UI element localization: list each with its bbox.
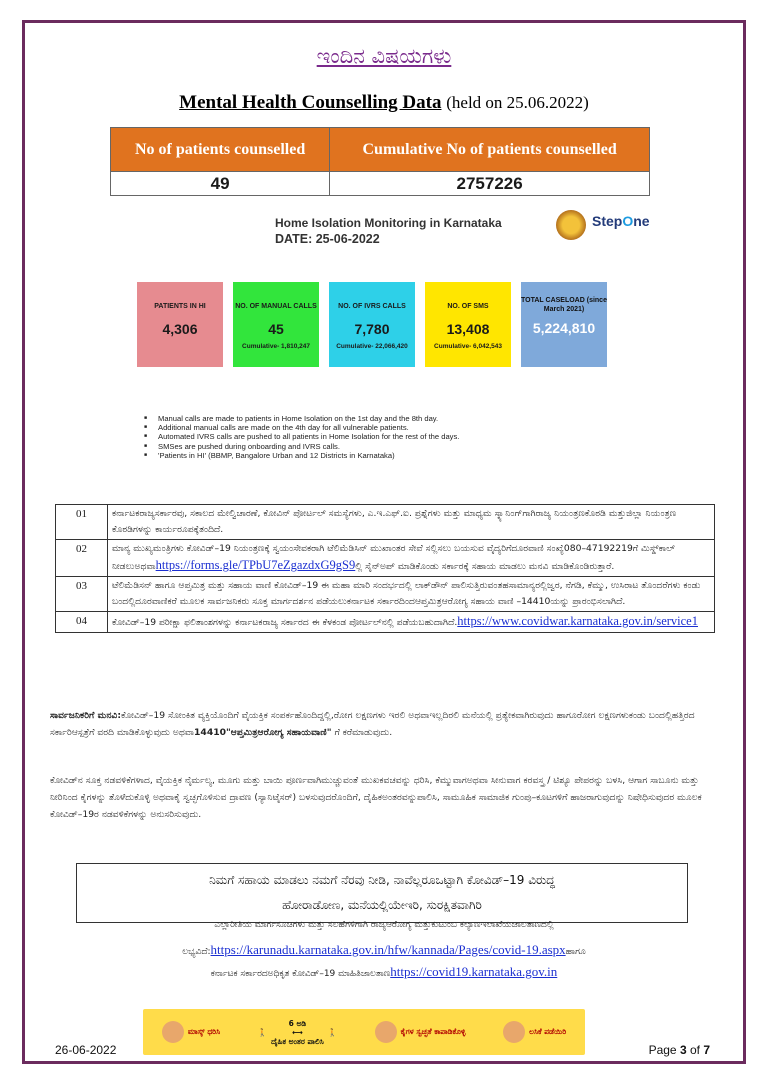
links-line: ಲಭ್ಯವಿದೆ:https://karunadu.karnataka.gov.in/hfw/kannada/Pages/covid-19.aspxಹಾಗೂ <box>182 942 586 957</box>
stat-card-value: 45 <box>268 321 284 337</box>
helpline-number: 14410"ಆಪ್ತಮಿತ್ರಆರೋಗ್ಯ ಸಹಾಯವಾಣಿ" <box>194 727 332 738</box>
kannada-title: ಇಂದಿನ ವಿಷಯಗಳು <box>316 44 452 68</box>
person-icon: 🚶 <box>257 1027 268 1037</box>
volunteer-form-link[interactable]: https://forms.gle/TPbU7eZgazdxG9gS9 <box>155 558 356 572</box>
mental-health-table <box>110 127 650 196</box>
stat-card-value: 13,408 <box>446 321 490 337</box>
step-number: 01 <box>56 505 108 540</box>
stat-card-total-caseload <box>521 282 607 367</box>
stat-card-manual-calls <box>233 282 319 367</box>
step-text: ಟೆಲಿಮೆಡಿಸನ್ ಹಾಗೂ ಆಪ್ತಮಿತ್ರ ಮತ್ತು ಸಹಾಯ ವಾಣಿ ಕೋವಿಡ್–19 ಈ ಮಹಾ ಮಾರಿ ಸಂದರ್ಭದಲ್ಲಿ ಲಾಕ್‌ಡೌನ್ ಪಾಲಿಸುತ್ತಿರುವಂತಹಸಾಮಾನ್ಯರಲ್ಲಿಜ್ವರ, ನೆಗಡಿ, ಕೆಮ್ಮು, ಉಸಿರಾಟ ತೊಂದರೆಗಳು ಕಂಡು ಬಂದಲ್ಲಿದೂರವಾಣಿಕರೆ ಮೂಲಕ ಸಾರ್ವಜನಿಕರು ಸೂಕ್ತ ಮಾರ್ಗದರ್ಶನ ಪಡೆಯಲುಕರ್ನಾಟಕ ಸರ್ಕಾರದಿಂದಆಪ್ತಮಿತ್ರಆರೋಗ್ಯ ಸಹಾಯ ವಾಣಿ –14410ಯನ್ನು ಪ್ರಾರಂಭಿಸಲಾಗಿದೆ. <box>108 577 715 612</box>
step-number: 03 <box>56 577 108 612</box>
stat-card-value: 4,306 <box>162 321 198 337</box>
table-cell: 2757226 <box>330 172 650 196</box>
karnataka-seal-logo <box>556 210 586 240</box>
mental-health-title <box>0 92 768 114</box>
karunadu-link[interactable]: https://karunadu.karnataka.gov.in/hfw/kannada/Pages/covid-19.aspx <box>210 942 566 957</box>
links-line: ಕರ್ನಾಟಕ ಸರ್ಕಾರದಅಧಿಕೃತ ಕೋವಿಡ್–19 ಮಾಹಿತಿಜಾಲತಾಣhttps://covid19.karnataka.gov.in <box>210 964 558 979</box>
stat-card-cumulative: Cumulative- 1,810,247 <box>242 343 310 350</box>
home-isolation-date: DATE: 25-06-2022 <box>275 232 380 246</box>
home-isolation-notes <box>158 414 578 460</box>
table-row <box>56 577 715 612</box>
covidwar-link[interactable]: https://www.covidwar.karnataka.gov.in/service1 <box>457 614 698 628</box>
stat-card-value: 7,780 <box>354 321 390 337</box>
boxed-message-line: ಹೋರಾಡೋಣ, ಮನೆಯಲ್ಲಿಯೇಇರಿ, ಸುರಕ್ಷಿತವಾಗಿರಿ <box>282 898 482 912</box>
home-isolation-title: Home Isolation Monitoring in Karnataka <box>275 216 502 230</box>
government-steps-table <box>55 504 715 633</box>
stepone-logo: StepOne <box>592 213 650 229</box>
stat-card-label: NO. OF SMS <box>447 303 489 310</box>
handwash-icon <box>375 1021 397 1043</box>
footer-date: 26-06-2022 <box>55 1043 117 1057</box>
home-isolation-cards <box>137 282 607 367</box>
list-item: ■ Additional manual calls are made on the 4th day for all vulnerable patients. <box>158 423 578 432</box>
handwash-segment: ಕೈಗಳ ಸ್ವಚ್ಛತೆ ಕಾಪಾಡಿಕೊಳ್ಳಿ <box>375 1021 466 1043</box>
mental-health-heading: Mental Health Counselling Data <box>179 92 442 113</box>
covid19-portal-link[interactable]: https://covid19.karnataka.gov.in <box>390 964 558 979</box>
boxed-message-line: ನಿಮಗೆ ಸಹಾಯ ಮಾಡಲು ನಮಗೆ ನೆರವು ನೀಡಿ, ನಾವೆಲ್ಲರೂಒಟ್ಟಾಗಿ ಕೋವಿಡ್–19 ವಿರುದ್ಧ <box>209 873 555 887</box>
stat-card-ivrs-calls <box>329 282 415 367</box>
public-appeal-paragraph: ಸಾರ್ವಜನಿಕರಿಗೆ ಮನವಿ:ಕೋವಿಡ್–19 ಸೋಂಕಿತ ವ್ಯಕ್ತಿಯೊಂದಿಗೆ ವೈಯಕ್ತಿಕ ಸಂಪರ್ಕಹೊಂದಿದ್ದಲ್ಲಿ,ರೋಗ ಲಕ್ಷಣಗಳು ಇರಲಿ ಅಥವಾಇಲ್ಲದಿರಲಿ ಮನೆಯಲ್ಲಿ ಪ್ರತ್ಯೇಕವಾಗಿರುವುದು ಹಾಗೂರೋಗ ಲಕ್ಷಣಗಳುಕಂಡು ಬಂದಲ್ಲಿಹತ್ತಿರದ ಸರ್ಕಾರಿಆಸ್ಪತ್ರೆಗೆ ವರದಿ ಮಾಡಿಕೊಳ್ಳುವುದು ಅಥವಾ14410"ಆಪ್ತಮಿತ್ರಆರೋಗ್ಯ ಸಹಾಯವಾಣಿ" ಗೆ ಕರೆಮಾಡುವುದು. <box>50 710 695 738</box>
held-on-date: (held on 25.06.2022) <box>446 93 589 112</box>
table-row <box>56 612 715 633</box>
stat-card-label: PATIENTS IN HI <box>154 303 206 310</box>
step-text: ಕರ್ನಾಟಕರಾಜ್ಯಸರ್ಕಾರವು, ಸಕಾಲದ ಮೇಲ್ವಿಚಾರಣೆ, ಕೋವಿನ್ ಪೋರ್ಟಲ್ ಸಮಸ್ಯೆಗಳು, ಎ.ಇ.ಎಫ್.ಐ. ಪ್ರಶ್ನೆಗಳು ಮತ್ತು ಮಾಧ್ಯಮ ಸ್ಕ್ಯಾನಿಂಗ್‌ಗಾಗಿರಾಜ್ಯ ನಿಯಂತ್ರಣಕೊಠಡಿ ಮತ್ತುಜಿಲ್ಲಾ ನಿಯಂತ್ರಣ ಕೊಠಡಿಗಳನ್ನು ಕಾರ್ಯರೂಪಕ್ಕೆತಂದಿದೆ. <box>108 505 715 540</box>
table-cell: 49 <box>111 172 330 196</box>
table-row <box>56 540 715 577</box>
mask-segment: ಮಾಸ್ಕ್ ಧರಿಸಿ <box>162 1021 220 1043</box>
stat-card-sms <box>425 282 511 367</box>
stat-card-label: NO. OF IVRS CALLS <box>338 303 406 310</box>
distance-segment: 🚶 6 ಅಡಿ ⟷ ದೈಹಿಕ ಅಂತರ ಪಾಲಿಸಿ 🚶 <box>257 1018 338 1046</box>
arrow-icon: ⟷ <box>292 1027 303 1037</box>
list-item: ■ SMSes are pushed during onboarding and IVRS calls. <box>158 442 578 451</box>
stat-card-value: 5,224,810 <box>532 320 596 336</box>
table-header: Cumulative No of patients counselled <box>330 128 650 172</box>
step-text: ಮಾನ್ಯ ಮುಖ್ಯಮಂತ್ರಿಗಳು ಕೋವಿಡ್–19 ನಿಯಂತ್ರಣಕ್ಕೆ ಸ್ವಯಂಸೇವಕರಾಗಿ ಟೆಲಿಮೆಡಿಸಿನ್ ಮುಖಾಂತರ ಸೇವೆ ಸಲ್ಲಿಸಲು ಬಯಸುವ ವೈದ್ಯರಿಗೆದೂರವಾಣಿ ಸಂಖ್ಯೆ080–47192219ಗೆ ಮಿಸ್ಡ್‌ಕಾಲ್ ನೀಡಲುಅಥವಾhttps://forms.gle/TPbU7eZgazdxG9gS9ಲ್ಲಿ ಸೈನ್‌ಅಪ್ ಮಾಡಿಕೊಂಡು ಸರ್ಕಾರಕ್ಕೆ ಸಹಾಯ ಮಾಡಲು ಮನವಿ ಮಾಡಿಕೊಂಡಿರುತ್ತಾರೆ. <box>108 540 715 577</box>
page-number: Page 3 of 7 <box>648 1043 710 1057</box>
covid-guidelines-paragraph: ಕೋವಿಡ್‌ನ ಸೂಕ್ತ ನಡವಳಿಕೆಗಳಾದ, ವೈಯಕ್ತಿಕ ನೈರ್ಮಲ್ಯ, ಮೂಗು ಮತ್ತು ಬಾಯಿ ಪೂರ್ಣವಾಗಿಮುಚ್ಚುವಂತೆ ಮುಖಕವಚವನ್ನು ಧರಿಸಿ, ಕೆಮ್ಮುವಾಗಅಥವಾ ಸೀನುವಾಗ ಕರವಸ್ತ್ರ / ಟಿಶ್ಯೂ ಪೇಪರನ್ನು ಬಳಸಿ, ಆಗಾಗ ಸಾಬೂನು ಮತ್ತು ನೀರಿನಿಂದ ಕೈಗಳನ್ನು ತೊಳೆದುಕೊಳ್ಳಿ ಅಥವಾಕೈ ಸ್ವಚ್ಛಗೊಳಿಸುವ ದ್ರಾವಣ (ಸ್ಯಾನಿಟೈಸರ್) ಬಳಸುವುದರೊಂದಿಗೆ, ದೈಹಿಕಅಂತರವನ್ನುಪಾಲಿಸಿ, ಸಾಮೂಹಿಕ ಸಾಮಾಜಿಕ ಗುಂಪು–ಕೂಟಗಳಿಗೆ ಹಾಜರಾಗುವುದನ್ನು ನಿಷೇಧಿಸುವುದರ ಮೂಲಕ ಕೋವಿಡ್–19ರ ನಡವಳಿಕೆಗಳನ್ನು ಅನುಸರಿಸುವುದು. <box>50 775 702 820</box>
stat-card-label: NO. OF MANUAL CALLS <box>235 303 317 310</box>
mask-icon <box>162 1021 184 1043</box>
home-isolation-heading <box>275 215 502 247</box>
step-text: ಕೋವಿಡ್–19 ಪರೀಕ್ಷಾ ಫಲಿತಾಂಶಗಳನ್ನು ಕರ್ನಾಟಕರಾಜ್ಯ ಸರ್ಕಾರದ ಈ ಕೆಳಕಂಡ ಪೋರ್ಟಲ್‌ನಲ್ಲಿ ಪಡೆಯಬಹುದಾಗಿದೆ.https://www.covidwar.karnataka.gov.in/service1 <box>108 612 715 633</box>
person-icon: 🚶 <box>327 1027 338 1037</box>
list-item: ■ Manual calls are made to patients in Home Isolation on the 1st day and the 8th day. <box>158 414 578 423</box>
links-intro: ಎಲ್ಲಾರೀತಿಯ ಮಾರ್ಗಸೂಚಿಗಳು ಮತ್ತು ಸಲಹೆಗಳಿಗಾಗಿ ರಾಜ್ಯಆರೋಗ್ಯ ಮತ್ತುಕುಟುಂಬ ಕಲ್ಯಾಣಇಲಾಖೆಯಜಾಲತಾಣದಲ್ಲಿ <box>214 920 554 930</box>
list-item: ■ 'Patients in HI' (BBMP, Bangalore Urban and 12 Districts in Karnataka) <box>158 451 578 460</box>
vaccine-icon <box>503 1021 525 1043</box>
step-number: 02 <box>56 540 108 577</box>
table-row <box>56 505 715 540</box>
list-item: ■ Automated IVRS calls are pushed to all patients in Home Isolation for the rest of the days. <box>158 432 578 441</box>
table-header: No of patients counselled <box>111 128 330 172</box>
stat-card-patients-in-hi <box>137 282 223 367</box>
boxed-message <box>76 863 688 923</box>
covid-behaviour-banner <box>143 1009 585 1055</box>
vaccine-segment: ಲಸಿಕೆ ಪಡೆಯಿರಿ <box>503 1021 566 1043</box>
stat-card-cumulative: Cumulative- 6,042,543 <box>434 343 502 350</box>
step-number: 04 <box>56 612 108 633</box>
stat-card-label: TOTAL CASELOAD (since March 2021) <box>521 297 607 313</box>
stat-card-cumulative: Cumulative- 22,066,420 <box>336 343 408 350</box>
